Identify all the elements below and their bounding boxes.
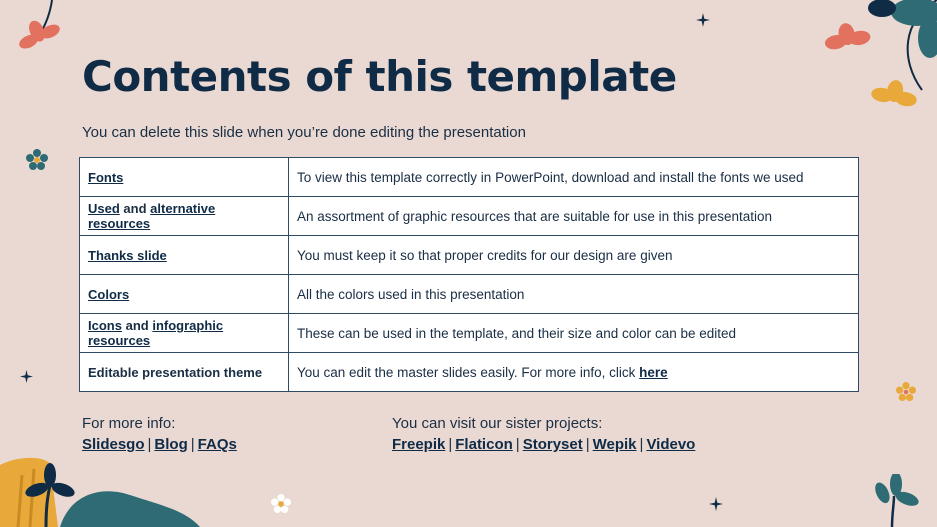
videvo-link[interactable]: Videvo [646,436,696,453]
table-row [80,353,859,392]
row-value: You must keep it so that proper credits for our design are given [289,236,859,275]
contents-table [79,157,859,392]
more-info-label: For more info: [82,415,176,432]
sister-projects-block: You can visit our sister projects: Freepik | Flaticon | Storyset | Wepik | Videvo [392,415,696,453]
and-text: and [125,318,149,333]
table-row [80,158,859,197]
coral-flower-top-left-icon [12,0,72,64]
here-link[interactable]: here [639,364,668,380]
row-value: To view this template correctly in PowerPoint, download and install the fonts we used [289,158,859,197]
page-title: Contents of this template [82,52,677,101]
row-value [289,353,859,392]
small-teal-flower-icon [26,149,48,171]
row-value: All the colors used in this presentation [289,275,859,314]
subtitle: You can delete this slide when you’re done editing the presentation [82,124,526,141]
row-key [80,236,289,275]
row-value-text: You can edit the master slides easily. For more info, click [297,364,636,380]
more-info-block: For more info: Slidesgo | Blog | FAQs [82,415,237,453]
table-row [80,236,859,275]
row-key [80,275,289,314]
orange-flower-right-icon [896,382,916,402]
teal-leaves-top-right-icon [822,0,937,120]
sparkle-star-icon [696,13,710,27]
row-key [80,197,289,236]
sparkle-star-bottom-icon [709,497,723,511]
table-row [80,314,859,353]
wepik-link[interactable]: Wepik [592,436,637,453]
colors-link[interactable]: Colors [88,286,130,302]
icons-link[interactable]: Icons [88,318,122,333]
row-key [80,314,289,353]
and-text: and [123,201,147,216]
alternative-resources-link[interactable]: alternative resources [88,201,216,231]
table-row [80,197,859,236]
sparkle-star-left-icon [20,370,33,383]
fonts-link[interactable]: Fonts [88,169,124,185]
plants-bottom-left-icon [0,455,200,527]
table-row [80,275,859,314]
teal-flower-bottom-right-icon [872,474,920,527]
white-daisy-icon [271,494,291,514]
row-value: An assortment of graphic resources that are suitable for use in this presentation [289,197,859,236]
faqs-link[interactable]: FAQs [197,436,237,453]
infographic-resources-link[interactable]: infographic resources [88,318,224,348]
row-key [80,158,289,197]
used-link[interactable]: Used [88,201,120,216]
storyset-link[interactable]: Storyset [522,436,583,453]
flaticon-link[interactable]: Flaticon [455,436,513,453]
blog-link[interactable]: Blog [154,436,188,453]
freepik-link[interactable]: Freepik [392,436,446,453]
row-value: These can be used in the template, and their size and color can be edited [289,314,859,353]
thanks-slide-link[interactable]: Thanks slide [88,247,167,263]
row-key: Editable presentation theme [80,353,289,392]
sister-projects-label: You can visit our sister projects: [392,415,603,432]
slidesgo-link[interactable]: Slidesgo [82,436,145,453]
